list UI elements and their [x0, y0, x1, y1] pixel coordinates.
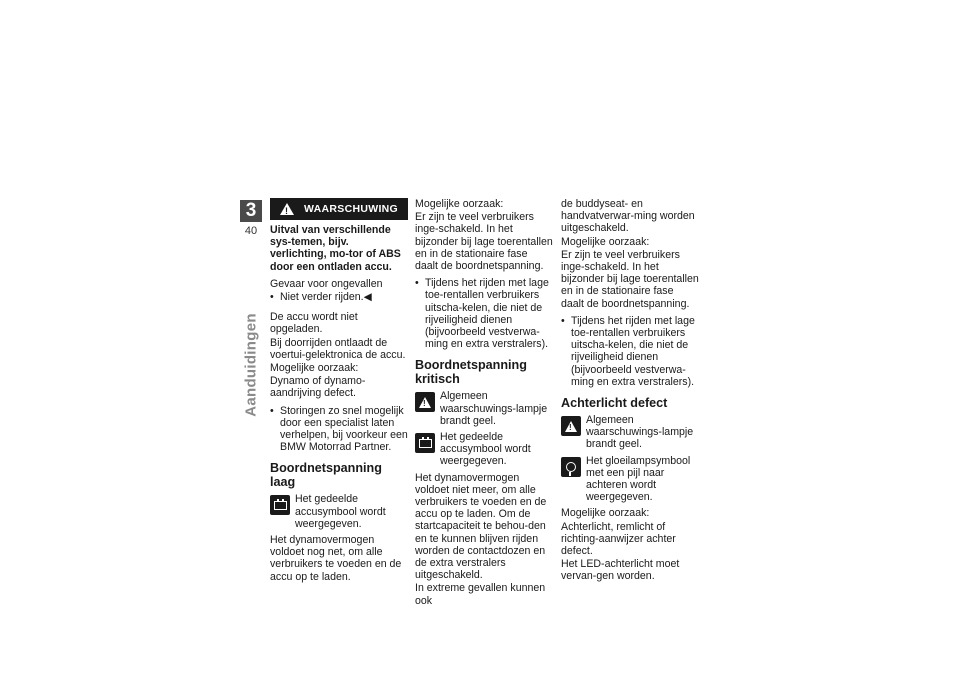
paragraph: Het LED-achterlicht moet vervan-gen worden.: [561, 558, 680, 583]
icon-row: [415, 390, 553, 427]
paragraph: de buddyseat- en handvatverwar-ming worden uitgeschakeld.: [561, 198, 695, 235]
icon-text: Het gedeelde accusymbool wordt weergegeven.: [295, 493, 386, 530]
column-1: [270, 198, 408, 588]
paragraph: Mogelijke oorzaak:: [561, 507, 650, 520]
section-title: Aanduidingen: [242, 313, 260, 417]
warning-text: Gevaar voor ongevallen: [270, 277, 383, 290]
warning-banner: [270, 198, 408, 220]
icon-row: [561, 414, 699, 451]
heading-achterlicht-defect: Achterlicht defect: [561, 396, 668, 411]
icon-text: Het gloeilampsymbool met een pijl naar achteren wordt weergegeven.: [586, 454, 691, 504]
paragraph: De accu wordt niet opgeladen.: [270, 311, 358, 336]
bulb-icon: [561, 457, 581, 477]
page-number: 40: [244, 225, 258, 237]
warning-title: Uitval van verschillende sys-temen, bijv. verlichting, mo-tor of ABS door een ontladen accu.: [270, 224, 401, 273]
column-3: [561, 198, 699, 588]
column-2: [415, 198, 553, 612]
icon-row: [561, 455, 699, 504]
bullet-icon: •: [270, 291, 274, 304]
paragraph: Het dynamovermogen voldoet nog net, om alle verbruikers te voeden en de accu op te laden.: [270, 534, 402, 583]
paragraph: Mogelijke oorzaak:: [270, 362, 359, 375]
chapter-number: 3: [240, 200, 262, 222]
bullet-icon: •: [561, 314, 565, 327]
icon-text: Algemeen waarschuwings-lampje brandt geel.: [586, 414, 694, 451]
icon-row: [270, 493, 408, 530]
list-item: [561, 315, 699, 388]
paragraph: Mogelijke oorzaak:: [415, 198, 504, 210]
icon-text: Algemeen waarschuwings-lampje brandt geel.: [440, 390, 548, 427]
bullet-text: Tijdens het rijden met lage toe-rentallen verbruikers uitscha-kelen, die niet de rijveiligheid dienen (bijvoorbeeld vestverwa-ming en extra verstralers).: [571, 314, 695, 388]
bullet-icon: •: [415, 277, 419, 290]
paragraph: Achterlicht, remlicht of richting-aanwijzer achter defect.: [561, 520, 676, 558]
bullet-text: Storingen zo snel mogelijk door een specialist laten verhelpen, bij voorkeur een BMW Motorrad Partner.: [280, 404, 408, 454]
bullet-icon: •: [270, 404, 274, 417]
list-item: [415, 277, 553, 350]
heading-boordnet-laag: Boordnetspanning laag: [270, 461, 382, 490]
warning-label: WAARSCHUWING: [304, 202, 399, 215]
heading-boordnet-kritisch: Boordnetspanning kritisch: [415, 358, 527, 387]
icon-text: Het gedeelde accusymbool wordt weergegeven.: [440, 431, 531, 468]
paragraph: Dynamo of dynamo-aandrijving defect.: [270, 375, 366, 400]
battery-icon: [270, 495, 290, 515]
icon-row: [415, 431, 553, 468]
battery-icon: [415, 433, 435, 453]
paragraph: In extreme gevallen kunnen ook: [415, 582, 546, 607]
paragraph: Het dynamovermogen voldoet niet meer, om alle verbruikers te voeden en de accu op te laden. Om de startcapaciteit te behou-den en te kunnen blijven rijden worden de contactdozen en de extra verstralers uitgeschakeld.: [415, 471, 547, 582]
list-item: [270, 405, 408, 454]
paragraph: Mogelijke oorzaak:: [561, 235, 650, 248]
bullet-text: Tijdens het rijden met lage toe-rentallen verbruikers uitscha-kelen, die niet de rijveiligheid dienen (bijvoorbeeld vestverwa-ming en extra verstralers).: [425, 277, 549, 351]
warning-icon: [280, 203, 294, 215]
warning-bullet: [270, 291, 408, 303]
warning-lamp-icon: [415, 392, 435, 412]
section-label: [241, 310, 261, 420]
paragraph: Er zijn te veel verbruikers inge-schakeld. In het bijzonder bij lage toerentallen en in de stationaire fase daalt de boordnetspanning.: [415, 211, 553, 273]
paragraph: Er zijn te veel verbruikers inge-schakeld. In het bijzonder bij lage toerentallen en in de stationaire fase daalt de boordnetspanning.: [561, 248, 699, 310]
warning-lamp-icon: [561, 416, 581, 436]
paragraph: Bij doorrijden ontlaadt de voertui-gelektronica de accu.: [270, 336, 406, 361]
bullet-text: Niet verder rijden.◀: [280, 291, 372, 304]
